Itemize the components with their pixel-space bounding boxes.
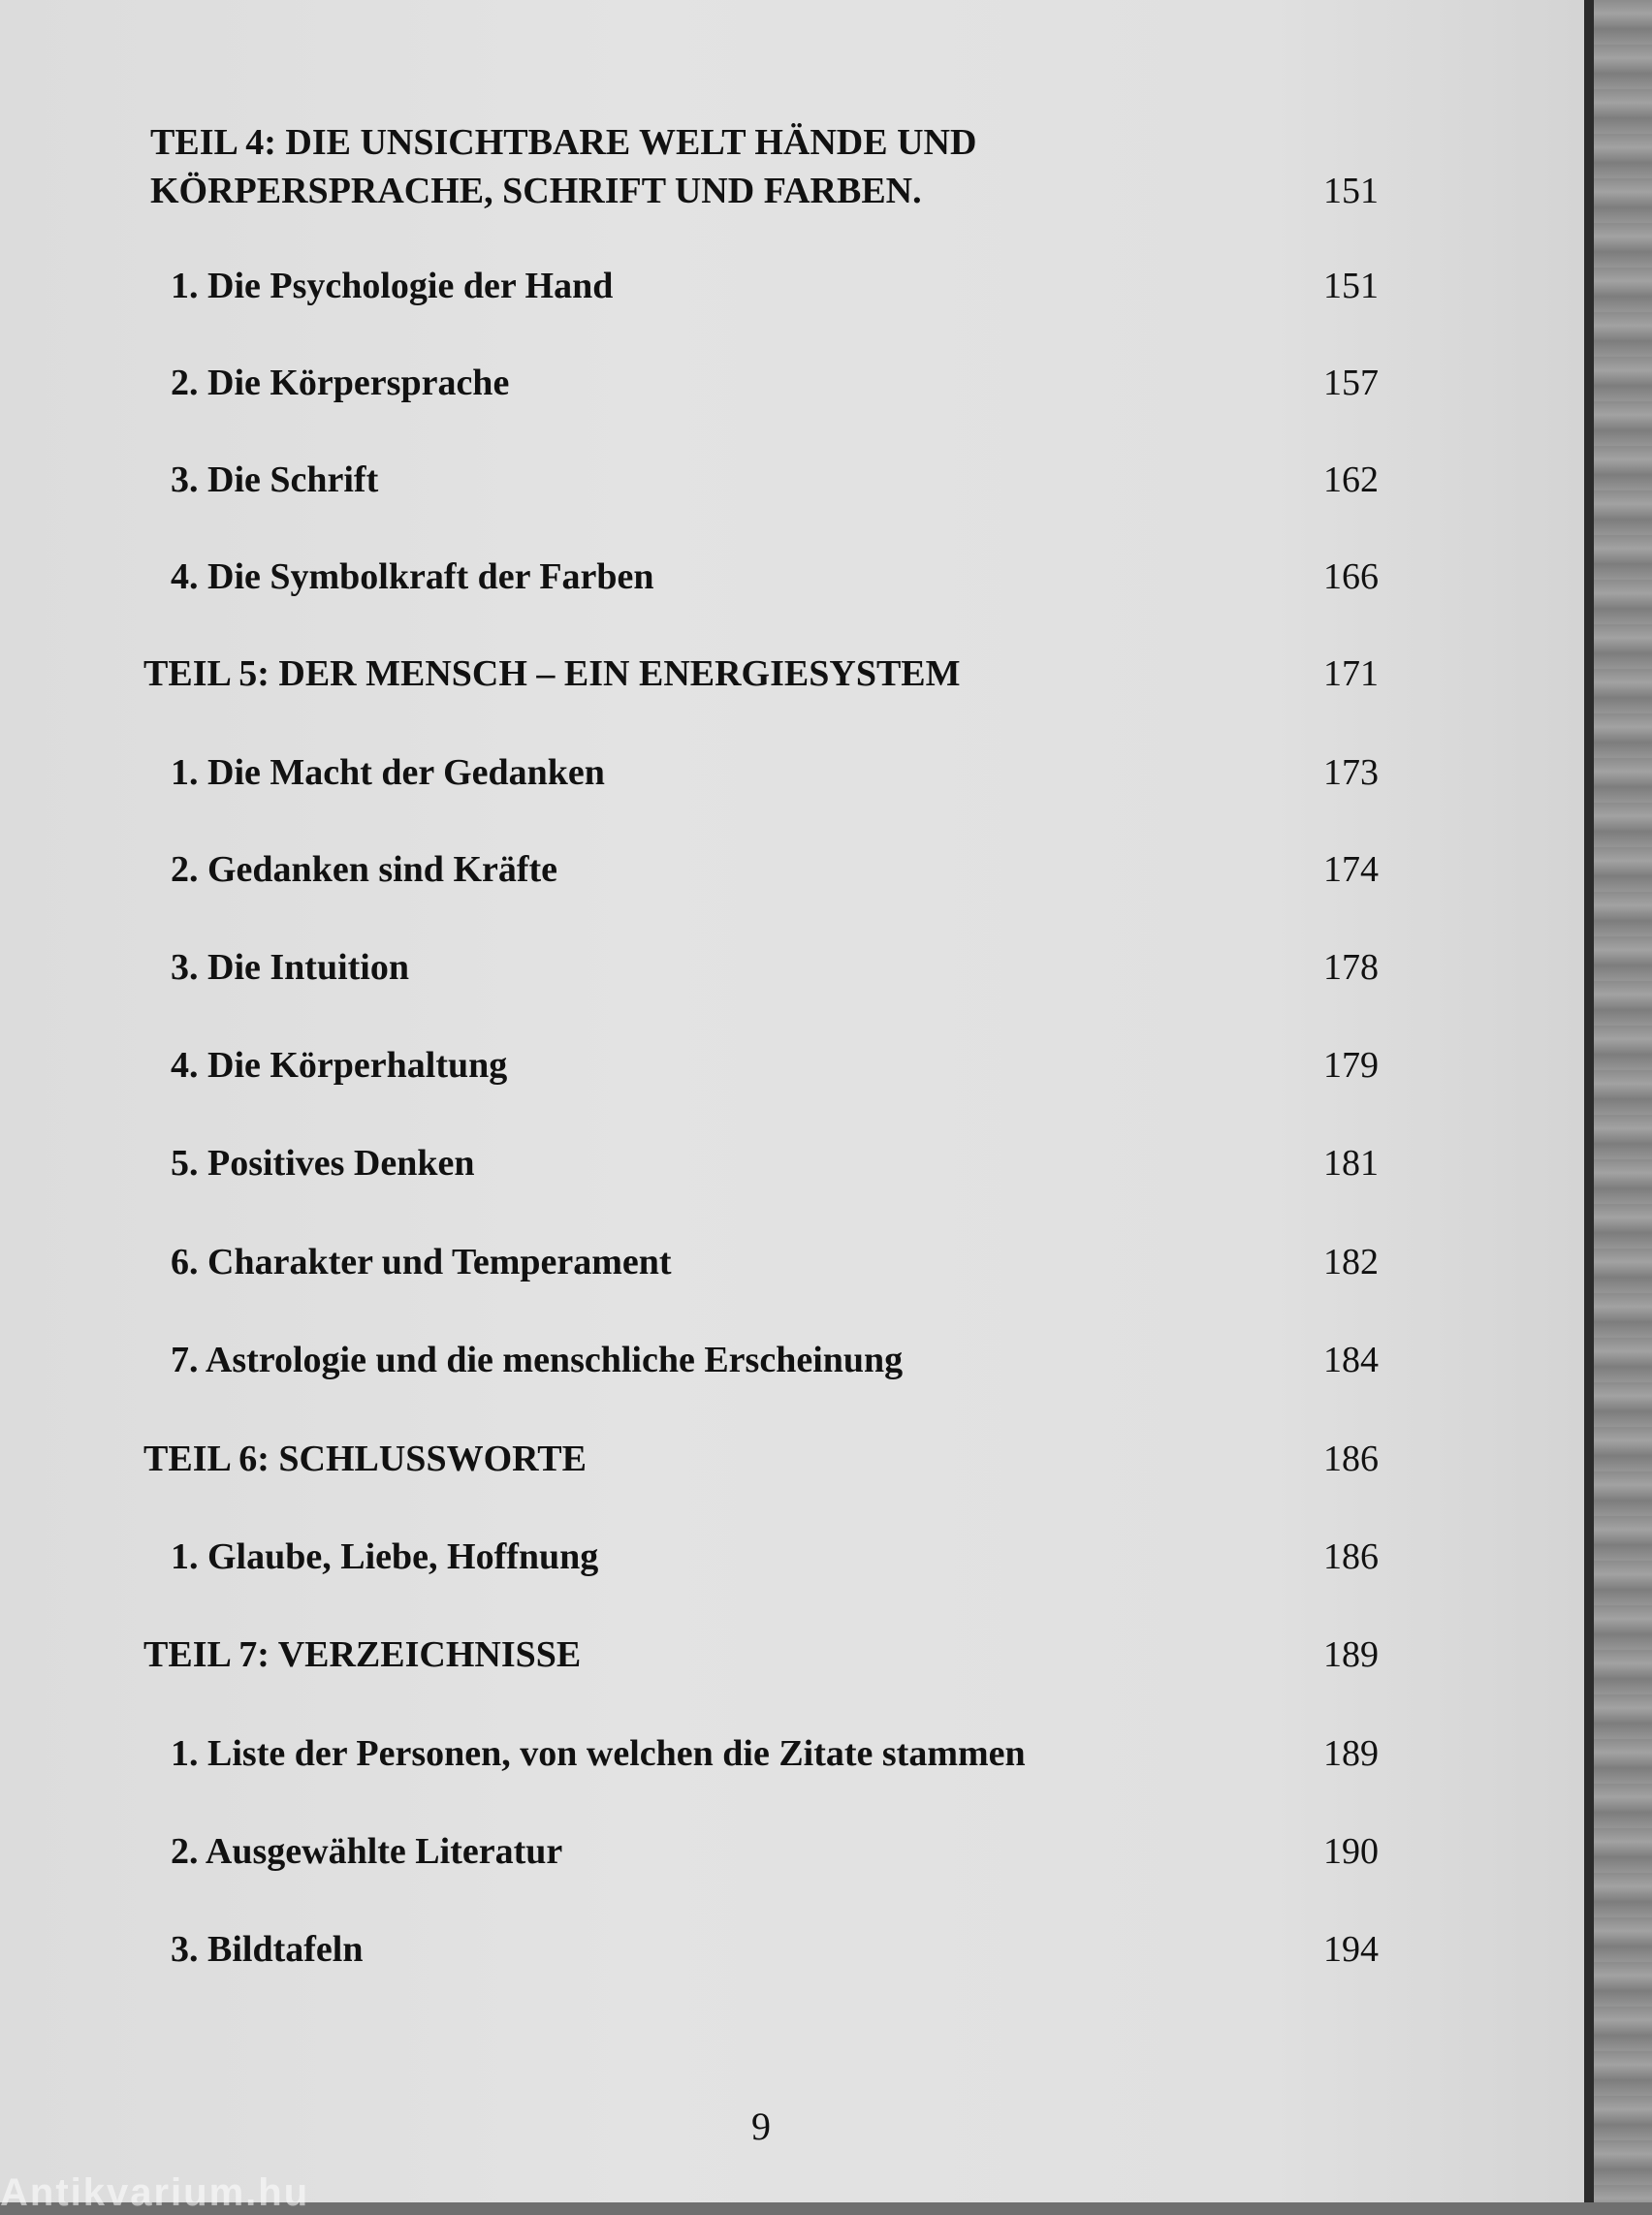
toc-entry-title: 2. Gedanken sind Kräfte	[171, 849, 558, 890]
toc-entry-page: 184	[1323, 1340, 1379, 1380]
toc-entry-title: 4. Die Symbolkraft der Farben	[171, 556, 654, 597]
toc-entry-title: 1. Glaube, Liebe, Hoffnung	[171, 1536, 599, 1577]
toc-entry-page: 182	[1323, 1242, 1379, 1282]
toc-entry-page: 171	[1323, 653, 1379, 694]
toc-entry-page: 151	[1323, 171, 1379, 211]
toc-entry-page: 189	[1323, 1733, 1379, 1774]
toc-entry-title: 3. Bildtafeln	[171, 1929, 364, 1970]
toc-entry-title: TEIL 6: SCHLUSSWORTE	[143, 1439, 587, 1479]
toc-entry-page: 151	[1323, 266, 1379, 306]
toc-entry-title: 2. Ausgewählte Literatur	[171, 1831, 563, 1872]
toc-entry-page: 186	[1323, 1439, 1379, 1479]
toc-entry-page: 194	[1323, 1929, 1379, 1970]
toc-entry-title: 4. Die Körperhaltung	[171, 1045, 508, 1086]
toc-entry-title: 1. Die Macht der Gedanken	[171, 752, 605, 793]
toc-entry-title: 1. Die Psychologie der Hand	[171, 266, 614, 306]
backdrop	[1594, 0, 1652, 2202]
toc-entry-page: 162	[1323, 459, 1379, 500]
toc-entry-title: 2. Die Körpersprache	[171, 363, 510, 403]
page-number: 9	[751, 2104, 771, 2148]
toc-entry-page: 190	[1323, 1831, 1379, 1872]
toc-entry-page: 181	[1323, 1143, 1379, 1184]
toc-entry-title: TEIL 7: VERZEICHNISSE	[143, 1634, 582, 1675]
toc-entry-title: 7. Astrologie und die menschliche Erscheinung	[171, 1340, 904, 1380]
page-edge	[1584, 0, 1594, 2202]
toc-entry-title: 3. Die Intuition	[171, 947, 409, 988]
toc-entry-page: 179	[1323, 1045, 1379, 1086]
watermark: Antikvarium.hu	[0, 2171, 310, 2214]
toc-entry-page: 186	[1323, 1536, 1379, 1577]
toc-entry-title: 1. Liste der Personen, von welchen die Zitate stammen	[171, 1733, 1026, 1774]
toc-entry-title: 3. Die Schrift	[171, 459, 379, 500]
toc-entry-page: 174	[1323, 849, 1379, 890]
toc-entry-page: 178	[1323, 947, 1379, 988]
toc-entry-page: 173	[1323, 752, 1379, 793]
toc-entry-title: 5. Positives Denken	[171, 1143, 475, 1184]
toc-entry-title: 6. Charakter und Temperament	[171, 1242, 672, 1282]
toc-entry-page: 166	[1323, 556, 1379, 597]
toc-entry-title: TEIL 5: DER MENSCH – EIN ENERGIESYSTEM	[143, 653, 961, 694]
toc-entry-page: 157	[1323, 363, 1379, 403]
toc-entry-page: 189	[1323, 1634, 1379, 1675]
toc-entry-title: TEIL 4: DIE UNSICHTBARE WELT HÄNDE UND KÖRPERSPRACHE, SCHRIFT UND FARBEN.	[150, 122, 977, 211]
